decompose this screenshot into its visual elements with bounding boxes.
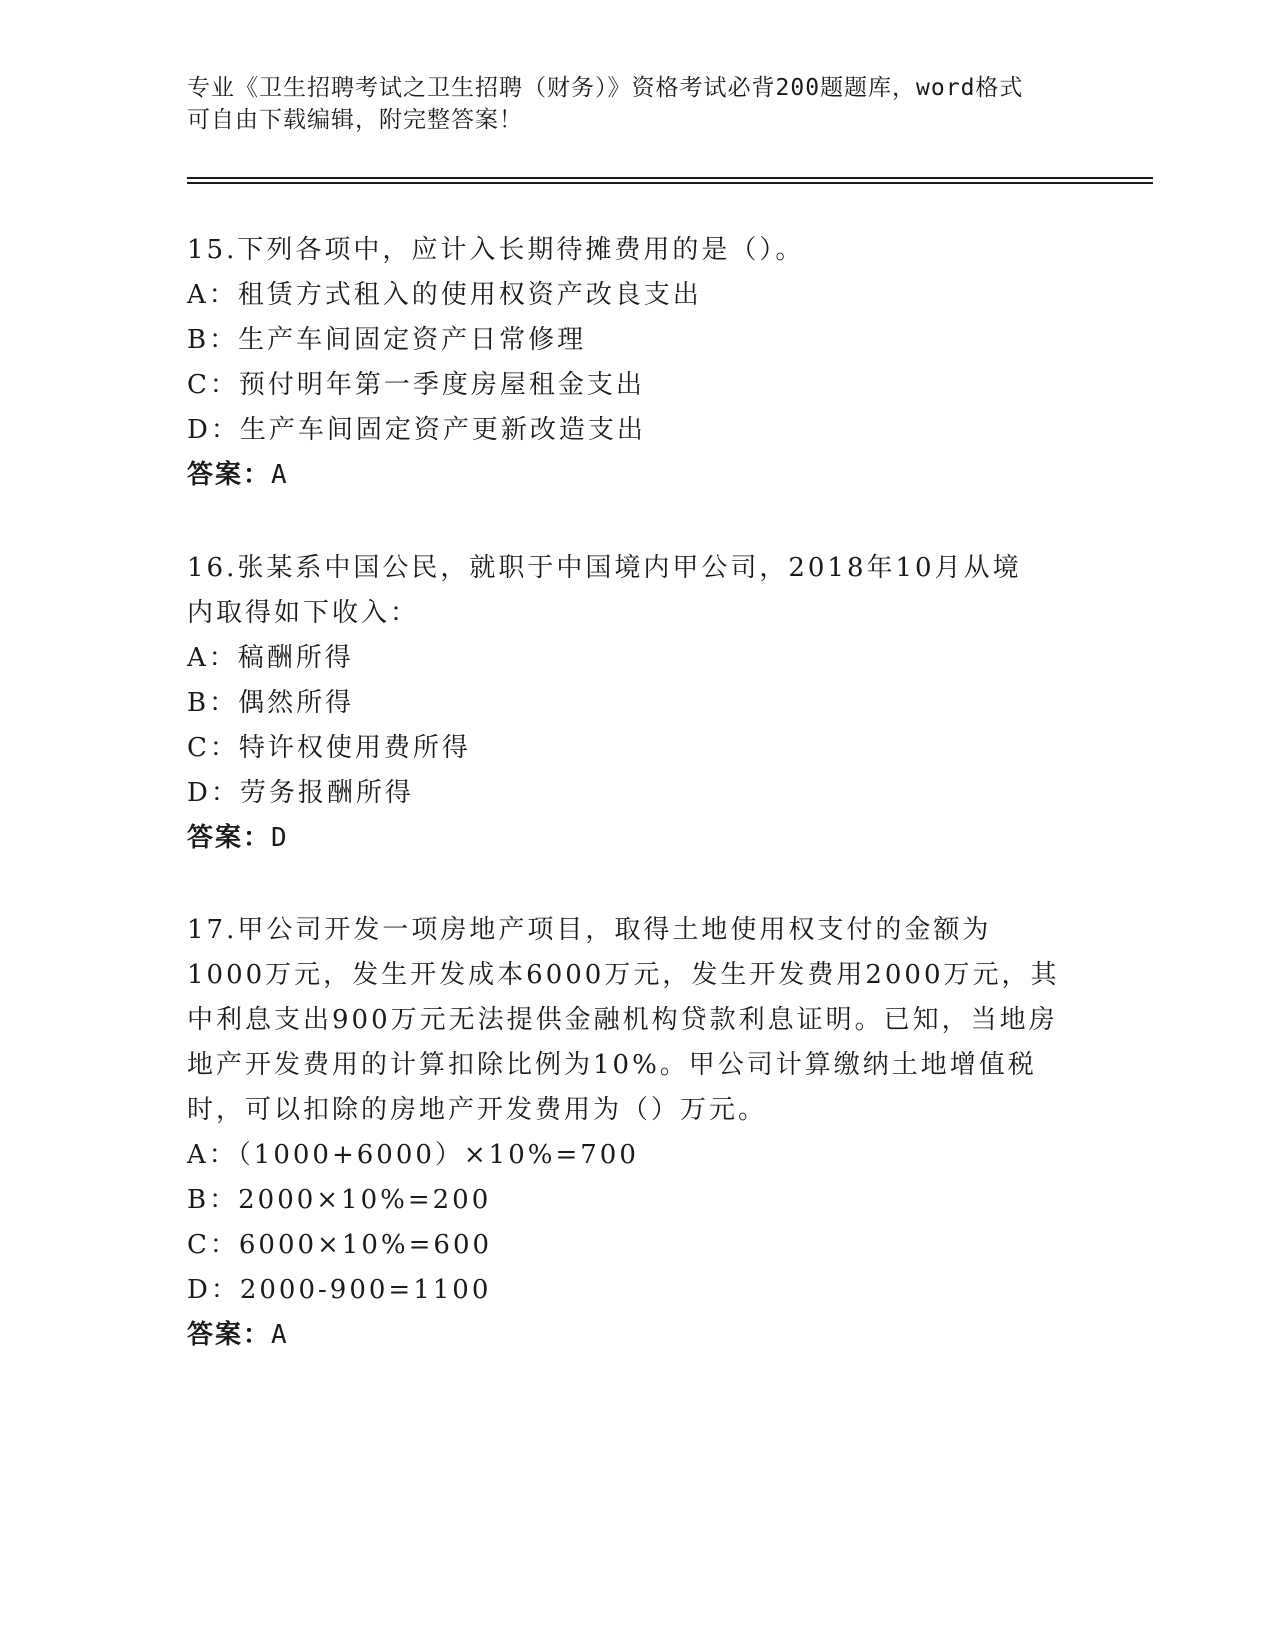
header-divider-bottom <box>187 182 1153 184</box>
option-d: D：生产车间固定资产更新改造支出 <box>187 415 646 445</box>
answer-value: D <box>271 823 289 853</box>
question-stem: 16.张某系中国公民，就职于中国境内甲公司，2018年10月从境内取得如下收入： <box>187 553 1022 628</box>
option-c: C：预付明年第一季度房屋租金支出 <box>187 370 645 400</box>
option-a: A：租赁方式租入的使用权资产改良支出 <box>187 280 702 310</box>
answer-label: 答案： <box>187 823 272 853</box>
answer-value: A <box>271 1320 289 1350</box>
option-b: B：偶然所得 <box>187 688 355 718</box>
answer-line <box>187 453 1087 498</box>
answer-label: 答案： <box>187 1320 272 1350</box>
question-stem: 15.下列各项中，应计入长期待摊费用的是（）。 <box>187 235 805 265</box>
answer-label: 答案： <box>187 460 272 490</box>
header-line-2: 可自由下载编辑，附完整答案！ <box>187 107 523 133</box>
answer-line <box>187 1313 1067 1358</box>
option-a: A：稿酬所得 <box>187 643 354 673</box>
question-17 <box>187 908 1067 1358</box>
option-b: B：2000×10%=200 <box>187 1185 492 1215</box>
question-15 <box>187 228 1087 498</box>
option-c: C：6000×10%=600 <box>187 1230 493 1260</box>
option-a: A：（1000+6000）×10%=700 <box>187 1140 639 1170</box>
option-d: D：2000-900=1100 <box>187 1275 492 1305</box>
option-d: D：劳务报酬所得 <box>187 778 414 808</box>
header-divider-top <box>187 177 1153 179</box>
document-header <box>187 72 1077 136</box>
question-16 <box>187 546 1047 861</box>
option-c: C：特许权使用费所得 <box>187 733 471 763</box>
answer-line <box>187 816 1047 861</box>
answer-value: A <box>271 460 289 490</box>
header-line-1: 专业《卫生招聘考试之卫生招聘（财务）》资格考试必背200题题库，word格式 <box>187 75 1024 101</box>
question-stem: 17.甲公司开发一项房地产项目，取得土地使用权支付的金额为1000万元，发生开发成本6000万元，发生开发费用2000万元，其中利息支出900万元无法提供金融机构贷款利息证明。已知，当地房地产开发费用的计算扣除比例为10%。甲公司计算缴纳土地增值税时，可以扣除的房地产开发费用为（）万元。 <box>187 915 1060 1125</box>
option-b: B：生产车间固定资产日常修理 <box>187 325 587 355</box>
